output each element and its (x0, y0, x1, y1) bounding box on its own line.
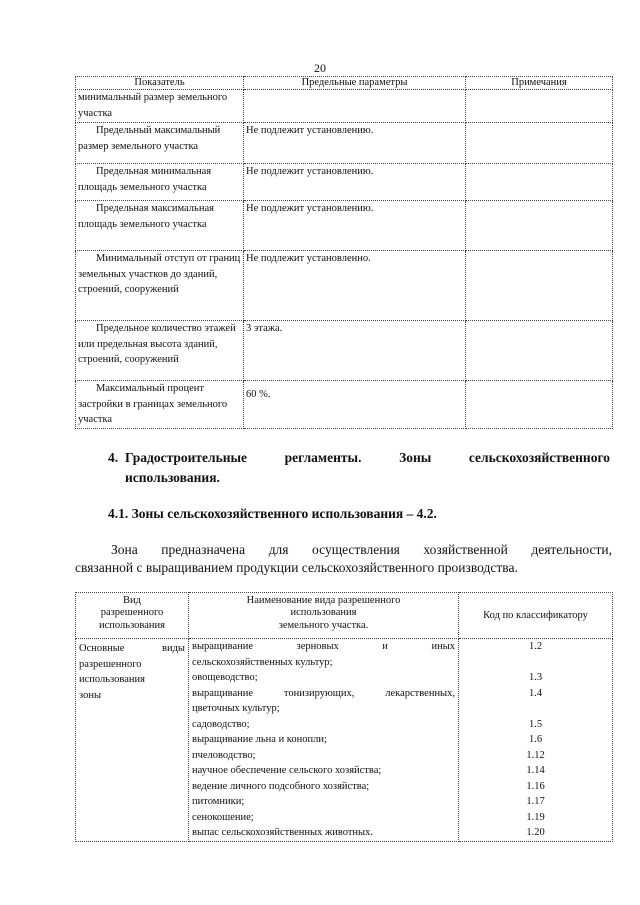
classifier-code: 1.4 (528, 687, 543, 699)
value-cell: Не подлежит установленно. (244, 251, 466, 321)
note-cell (466, 381, 613, 429)
header-limits: Предельные параметры (244, 77, 466, 90)
header-classifier-code: Код по классификатору (459, 593, 613, 639)
section-4-1-heading: 4.1. Зоны сельскохозяйственного использования – 4.2. (108, 506, 437, 521)
value-cell: Не подлежит установлению. (244, 164, 466, 201)
use-line: садоводство; (192, 718, 250, 730)
indicator-cell: минимальный размер земельного участка (76, 90, 244, 123)
use-line: выращивание льна и конопли; (192, 734, 327, 745)
parameters-table-header (76, 77, 613, 90)
value-cell (244, 90, 466, 123)
use-line: сельскохозяйственных культур; (192, 656, 333, 668)
note-cell (466, 164, 613, 201)
use-line: выпас сельскохозяйственных животных. (192, 827, 373, 838)
header-notes: Примечания (466, 77, 613, 90)
header-use-type: Вид разрешенного использования (76, 593, 189, 639)
classifier-code: 1.16 (526, 780, 545, 792)
indicator-cell: Предельная максимальная площадь земельного участка (76, 201, 244, 251)
table-row (76, 381, 613, 429)
value-cell: 60 %. (244, 381, 466, 429)
use-line: ведение личного подсобного хозяйства; (192, 780, 370, 792)
use-line: питомники; (192, 796, 245, 807)
use-line: цветочных культур; (192, 703, 280, 714)
indicator-cell: Предельная минимальная площадь земельного участка (76, 164, 244, 201)
indicator-cell: Предельный максимальный размер земельного участка (76, 123, 244, 164)
use-line: овощеводство; (192, 672, 258, 683)
value-cell: Не подлежит установлению. (244, 123, 466, 164)
classifier-codes-cell (459, 639, 613, 842)
note-cell (466, 123, 613, 164)
table-row (76, 164, 613, 201)
note-cell (466, 90, 613, 123)
section-4-title-line-2: использования. (125, 470, 220, 485)
classifier-code: 1.14 (526, 765, 545, 776)
classifier-code: 1.6 (528, 734, 543, 745)
value-cell: 3 этажа. (244, 321, 466, 381)
zone-description (75, 541, 612, 577)
classifier-code: 1.19 (526, 811, 545, 823)
use-line: научное обеспечение сельского хозяйства; (192, 765, 382, 776)
parameters-table (75, 76, 613, 429)
classifier-code: 1.17 (526, 796, 545, 807)
zone-description-line-2: связанной с выращиванием продукции сельскохозяйственного производства. (75, 560, 518, 575)
header-indicator: Показатель (76, 77, 244, 90)
indicator-cell: Максимальный процент застройки в границах земельного участка (76, 381, 244, 429)
use-line: сенокошение; (192, 811, 254, 823)
classifier-code: 1.12 (526, 749, 545, 761)
table-row (76, 321, 613, 381)
classifier-code: 1.20 (526, 827, 545, 838)
permitted-uses-table (75, 592, 613, 842)
indicator-cell: Предельное количество этажей или предельная высота зданий, строений, сооружений (76, 321, 244, 381)
note-cell (466, 201, 613, 251)
use-line: выращивание тонизирующих, лекарственных, (192, 687, 455, 699)
section-4-title-line-1: Градостроительные регламенты. Зоны сельскохозяйственного (125, 450, 610, 465)
note-cell (466, 251, 613, 321)
classifier-code: 1.2 (528, 641, 543, 652)
indicator-cell: Минимальный отступ от границ земельных участков до зданий, строений, сооружений (76, 251, 244, 321)
section-4-number: 4. (108, 450, 119, 465)
page-number: 20 (314, 61, 326, 75)
permitted-uses-header (76, 593, 613, 639)
classifier-code: 1.3 (528, 672, 543, 683)
classifier-code: 1.5 (528, 718, 543, 730)
use-line: выращивание зерновых и иных (192, 641, 455, 652)
use-names-cell (189, 639, 459, 842)
use-category-cell: Основные виды разрешенного использования зоны (76, 639, 189, 842)
note-cell (466, 321, 613, 381)
section-4-heading (108, 448, 610, 488)
table-row (76, 251, 613, 321)
table-row (76, 90, 613, 123)
table-row (76, 123, 613, 164)
use-line: пчеловодство; (192, 749, 256, 761)
table-row (76, 639, 613, 842)
zone-description-line-1: Зона предназначена для осуществления хозяйственной деятельности, (111, 542, 612, 557)
header-use-name: Наименование вида разрешенного использования земельного участка. (189, 593, 459, 639)
table-row (76, 201, 613, 251)
value-cell: Не подлежит установлению. (244, 201, 466, 251)
